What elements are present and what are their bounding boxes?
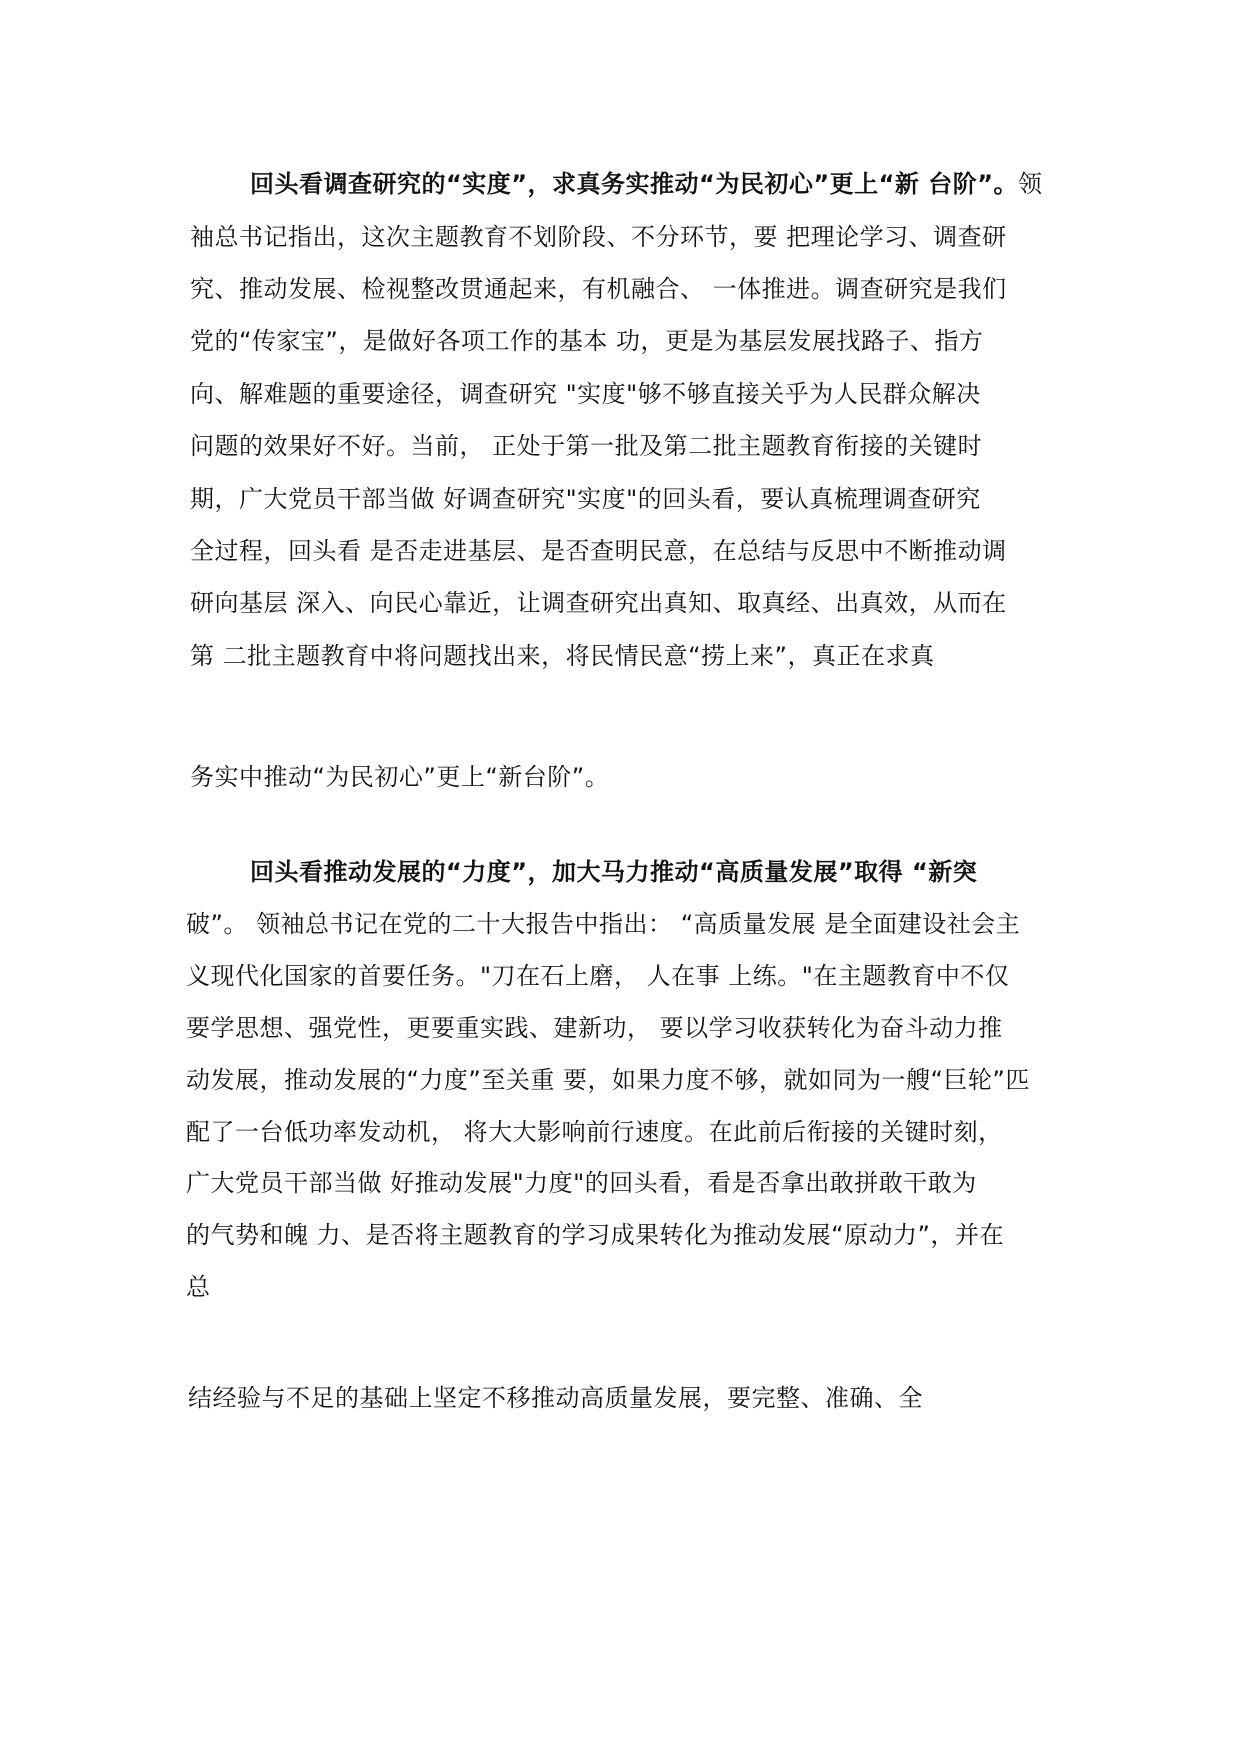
paragraph-1-line-7: 期，广大党员干部当做 好调查研究"实度"的回头看，要认真梳理调查研究 [190, 485, 981, 513]
paragraph-1-line-10: 第 二批主题教育中将问题找出来，将民情民意“捞上来”，真正在求真 [190, 642, 935, 670]
paragraph-1-heading: 回头看调查研究的“实度”，求真务实推动“为民初心”更上“新 台阶”。 [250, 170, 1018, 198]
paragraph-1-line-6: 问题的效果好不好。当前， 正处于第一批及第二批主题教育衔接的关键时 [190, 432, 983, 460]
paragraph-1-line-8: 全过程，回头看 是否走进基层、是否查明民意，在总结与反思中不断推动调 [190, 537, 1007, 565]
paragraph-1-line-9: 研向基层 深入、向民心靠近，让调查研究出真知、取真经、出真效，从而在 [190, 589, 1007, 617]
paragraph-2-line-5: 动发展，推动发展的“力度”至关重 要，如果力度不够，就如同为一艘“巨轮”匹 [186, 1066, 1030, 1094]
paragraph-2-line-2: 破”。 领袖总书记在党的二十大报告中指出： “高质量发展 是全面建设社会主 [186, 910, 1021, 938]
paragraph-2-line-7: 广大党员干部当做 好推动发展"力度"的回头看，看是否拿出敢拼敢干敢为 [186, 1169, 977, 1197]
paragraph-1-line-4: 党的“传家宝”，是做好各项工作的基本 功，更是为基层发展找路子、指方 [190, 327, 984, 355]
paragraph-2-heading: 回头看推动发展的“力度”，加大马力推动“高质量发展”取得 “新突 [250, 858, 978, 886]
paragraph-2-line-9: 总 [186, 1273, 211, 1301]
paragraph-1-line-5: 向、解难题的重要途径，调查研究 "实度"够不够直接关乎为人民群众解决 [190, 380, 981, 408]
paragraph-1-line-2: 袖总书记指出，这次主题教育不划阶段、不分环节，要 把理论学习、调查研 [190, 223, 1007, 251]
paragraph-2-line-4: 要学思想、强党性，更要重实践、建新功， 要以学习收获转化为奋斗动力推 [186, 1014, 1003, 1042]
paragraph-2-line-8: 的气势和魄 力、是否将主题教育的学习成果转化为推动发展“原动力”，并在 [186, 1221, 1004, 1249]
paragraph-1-line-1 [250, 169, 1043, 199]
paragraph-1-line-11: 务实中推动“为民初心”更上“新台阶”。 [190, 763, 610, 791]
paragraph-1-line-3: 究、推动发展、检视整改贯通起来，有机融合、 一体推进。调查研究是我们 [190, 275, 1007, 303]
paragraph-2-line-6: 配了一台低功率发动机， 将大大影响前行速度。在此前后衔接的关键时刻， [186, 1118, 1003, 1146]
paragraph-1-line-1-rest: 领 [1018, 170, 1043, 198]
paragraph-2-line-10: 结经验与不足的基础上坚定不移推动高质量发展，要完整、准确、全 [188, 1384, 923, 1412]
paragraph-2-line-3: 义现代化国家的首要任务。"刀在石上磨， 人在事 上练。"在主题教育中不仅 [186, 962, 1010, 990]
